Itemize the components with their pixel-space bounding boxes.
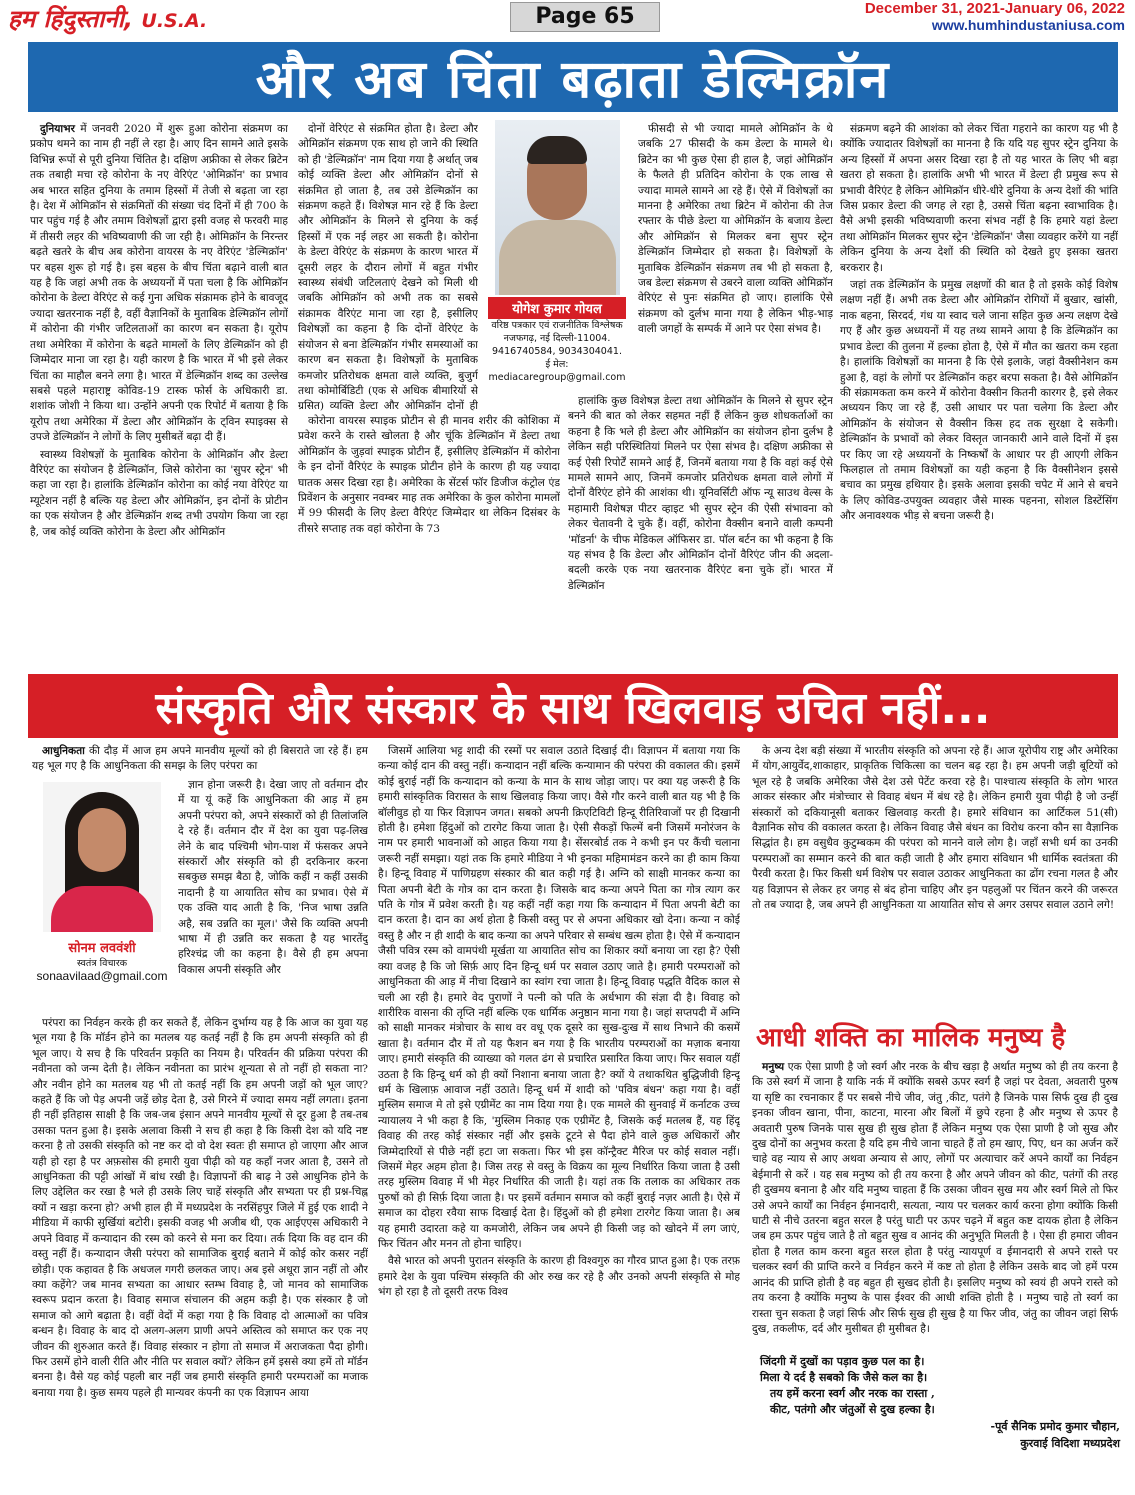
author-role: वरिष्ठ पत्रकार एवं राजनीतिक विश्लेषक bbox=[491, 320, 623, 331]
article1-lead-word: दुनियाभर bbox=[40, 123, 75, 135]
author-photo bbox=[495, 120, 620, 295]
author-card-sonam bbox=[32, 782, 172, 1008]
article1-headline: और अब चिंता बढ़ाता डेल्मिक्रॉन bbox=[255, 49, 891, 110]
article2-headline: संस्कृति और संस्कार के साथ खिलवाड़ उचित नहीं... bbox=[155, 683, 991, 734]
website-link[interactable]: www.humhindustaniusa.com bbox=[931, 17, 1125, 33]
article2-intro bbox=[32, 744, 368, 776]
article2-column-1-side bbox=[178, 778, 368, 1014]
article3-body bbox=[752, 1060, 1118, 1350]
poem-line-4: कीट, पतंगो और जंतुओं से दुख हल्का है। bbox=[770, 1403, 935, 1416]
author-address: नजफगढ़, नई दिल्ली-11004. bbox=[503, 333, 611, 344]
author-card-yogesh bbox=[482, 120, 632, 383]
article3-poem bbox=[760, 1354, 1120, 1452]
article1-column-3-bottom bbox=[568, 394, 833, 667]
article2-banner bbox=[28, 674, 1118, 738]
article2-col2-text-2: वैसे भारत को अपनी पुरातन संस्कृति के कारण ही विश्वगुरु का गौरव प्राप्त हुआ है। एक तरफ़ हमारे देश के युवा पश्चिम संस्कृति की ओर रुख कर रहे है और उनको अपनी संस्कृति से मोह भंग हो रहा है तो दूसरी तरफ विश्व bbox=[378, 1255, 740, 1299]
author-name-2: सोनम लववंशी bbox=[68, 941, 136, 956]
article2-col2-text: जिसमें आलिया भट्ट शादी की रस्मों पर सवाल उठाते दिखाई दी। विज्ञापन में बताया गया कि कन्या कोई दान की वस्तु नहीं। कन्यादान नहीं बल्कि कन्यामान की परंपरा की वकालत की। इसमें कोई बुराई नहीं कि कन्यादान को कन्या के मान के साथ जोड़ा जाए। पर क्या यह जरूरी है कि हमारी सांस्कृतिक विरासत के साथ खिलवाड़ किया जाए। वैसे गौर करने वाली बात यह भी है कि बॉलीवुड हो या फिर विज्ञापन जगत। सबको अपनी क्रिएटिविटी हिन्दू रीतिरिवाजों पर ही दिखानी होती है। हमेशा हिंदुओं को टारगेट किया जाता है। ऐसी सैकड़ों फिल्में बनी जिसमें मनोरंजन के नाम पर हमारी भावनाओं को आहत किया गया है। सेंसरबोर्ड तक ने कभी इन पर कैंची चलाना जरूरी नहीं समझा। यहां तक कि हमारे मीडिया ने भी इनका महिमामंडन करने का ही काम किया है। हिन्दू विवाह में पाणिग्रहण संस्कार की बात कही गई है। अग्नि को साक्षी मानकर कन्या का पिता अपनी बेटी के गोत्र का दान करता है। जिसके बाद कन्या अपने पिता का गोत्र त्याग कर पति के गोत्र में प्रवेश करती है। यह कहीं नहीं कहा गया कि कन्यादान में पिता अपनी बेटी का दान करता है। दान का अर्थ होता है किसी वस्तु पर से अपना अधिकार खो देना। कन्या न कोई वस्तु है और न ही शादी के बाद कन्या का अपने परिवार से सम्बंध खत्म होता है। ऐसे में कन्यादान जैसी पवित्र रस्म को वामपंथी मूर्खता या आयातित सोच का शिकार क्यों बनाया जा रहा है? ऐसी क्या वजह है कि जो सिर्फ़ आए दिन हिन्दू धर्म पर सवाल उठाए जाते है। हमारी परम्पराओं को आधुनिकता की आड़ में नीचा दिखाने का स्वांग रचा जाता है। हिन्दू विवाह पद्धति वैदिक काल से चली आ रही है। हमारे वेद पुराणों ने पत्नी को पति के अर्धभाग की संज्ञा दी है। विवाह को शारीरिक वासना की तृप्ति नहीं बल्कि एक धार्मिक अनुष्ठान माना गया है। जहां सप्तपदी में अग्नि को साक्षी मानकर मंत्रोचार के साथ वर वधू एक दूसरे का सुख-दुःख में साथ निभाने की कसमें खाता है। वर्तमान दौर में तो यह फैशन बन गया है कि भारतीय परम्पराओं का मज़ाक बनाया जाए। हमारी संस्कृति की व्याख्या को गलत ढंग से प्रचारित प्रसारित किया जाए। फिर सवाल यहीं उठता है कि हिन्दू धर्म को ही क्यों निशाना बनाया जाता है? क्यों ये तथाकथित बुद्धिजीवी हिन्दू धर्म के खिलाफ़ आवाज नहीं उठाते। हिन्दू धर्म में शादी को 'पवित्र बंधन' कहा गया है। वहीं मुस्लिम समाज मे तो इसे एग्रीमेंट का नाम दिया गया है। एक मामले की सुनवाई में कर्नाटक उच्च न्यायालय ने भी कहा है कि, 'मुस्लिम निकाह एक एग्रीमेंट है, जिसके कई मतलब हैं, यह हिंदू विवाह की तरह कोई संस्कार नहीं और इसके टूटने से पैदा होने वाले कुछ अधिकारों और जिम्मेदारियों से पीछे नहीं हटा जा सकता। फिर भी इस कॉन्ट्रैक्ट मैरिज पर कोई सवाल नहीं। जिसमें मेहर अहम होता है। जिस तरह से वस्तु के विक्रय का मूल्य निर्धारित किया जाता है उसी तरह मुस्लिम विवाह में भी मेहर निर्धारित की जाती है। यहां तक कि तलाक का अधिकार तक पुरुषों को ही सिर्फ़ दिया जाता है। पर इसमें वर्तमान समाज को कहीं बुराई नज़र आती है। ऐसे में समाज का दोहरा रवैया साफ दिखाई देता है। हिंदुओं को ही हमेशा टारगेट किया जाता है। अब यह हमारी उदारता कहे या कमजोरी, लेकिन जब अपने ही किसी जड़ को खोदने में लग जाएं, फिर चिंतन और मनन तो होना चाहिए। bbox=[378, 745, 740, 1250]
article1-col4-text-2: जहां तक डेल्मिक्रॉन के प्रमुख लक्षणों की बात है तो इसके कोई विशेष लक्षण नहीं हैं। अभी तक डेल्टा और ओमिक्रॉन रोगियों में बुखार, खांसी, नाक बहना, सिरदर्द, गंध या स्वाद चले जाना सहित कुछ अन्य लक्षण देखे गए हैं और कुछ अध्ययनों में यह तथ्य सामने आया है कि डेल्मिक्रॉन का प्रभाव डेल्टा की तुलना में हल्का होता है, ऐसे में मौत का खतरा कम रहता है। हालांकि विशेषज्ञों का मानना है कि ऐसे इलाके, जहां वैक्सीनेशन कम हुआ है, वहां के लोगों पर डेल्मिक्रॉन कहर बरपा सकता है। वैसे ओमिक्रॉन की संक्रामकता कम करने में कोरोना वैक्सीन कितनी कारगर है, इसे लेकर अध्ययन किए जा रहे हैं, उसी आधार पर पता चलेगा कि डेल्टा और ओमिक्रॉन के संयोजन से वैक्सीन किस हद तक सुरक्षा दे सकेगी। डेल्मिक्रॉन के प्रभावों को लेकर विस्तृत जानकारी आने वाले दिनों में इस पर किए जा रहे अध्ययनों के निष्कर्षों के आधार पर ही आएगी लेकिन फिलहाल तो तमाम विशेषज्ञों का यही कहना है कि वैक्सीनेशन इससे बचाव का प्रमुख हथियार है। इसके अलावा इसकी चपेट में आने से बचने के लिए कोविड-उपयुक्त व्यवहार जैसे मास्क पहनना, सोशल डिस्टेंसिंग और अनावश्यक भीड़ से बचना जरूरी है। bbox=[840, 279, 1118, 523]
author-phone: 9416740584, 9034304041. bbox=[492, 346, 622, 357]
article1-col2-text: दोनों वेरिएंट से संक्रमित होता है। डेल्टा और ओमिक्रॉन संक्रमण एक साथ हो जाने की स्थिति को ही 'डेल्मिक्रॉन' नाम दिया गया है अर्थात् जब कोई व्यक्ति डेल्टा और ओमिक्रॉन दोनों से संक्रमित हो जाता है, तब उसे डेल्मिक्रॉन का संक्रमण कहते हैं। विशेषज्ञ मान रहे हैं कि डेल्टा और ओमिक्रॉन के मिलने से दुनिया के कई हिस्सों में एक नई लहर आ सकती है। कोरोना के डेल्टा वेरिएंट के संक्रमण के कारण भारत में दूसरी लहर के दौरान लोगों में बहुत गंभीर स्वास्थ्य संबंधी जटिलताएं देखने को मिली थी जबकि ओमिक्रॉन को अभी तक का सबसे संक्रामक वैरिएंट माना जा रहा है, इसीलिए विशेषज्ञों का कहना है कि दोनों वेरिएंट के संयोजन से बना डेल्मिक्रॉन गंभीर समस्याओं का कारण बन सकता है। विशेषज्ञों के मुताबिक कमजोर प्रतिरोधक क्षमता वाले व्यक्ति, बुजुर्ग तथा कोमोर्बिडिटी (एक से अधिक बीमारियों से ग्रसित) व्यक्ति डेल्टा और ओमिक्रॉन दोनों ही bbox=[298, 123, 478, 412]
article2-col1-side-text: ज्ञान होना जरूरी है। देखा जाए तो वर्तमान दौर में या यूं कहें कि आधुनिकता की आड़ में हम अपनी परंपरा को, अपने संस्कारों को ही तिलांजलि दे रहे हैं। वर्तमान दौर में देश का युवा पढ़-लिख लेने के बाद पश्चिमी भोग-पाश में फंसकर अपने संस्कारों और संस्कृति को ही दरकिनार करना सबकुछ समझ बैठा है, जोकि कहीं न कहीं उसकी नादानी है या आयातित सोच का प्रभाव। ऐसे में एक उक्ति याद आती है कि, 'निज भाषा उन्नति अहै, सब उन्नति का मूल।' जैसे कि व्यक्ति अपनी भाषा में ही उन्नति कर सकता है यह भारतेंदु हरिश्चंद्र जी का कहना है। वैसे ही हम अपना विकास अपनी संस्कृति और bbox=[178, 779, 368, 976]
article1-column-3-top bbox=[638, 122, 833, 392]
article2-column-3 bbox=[752, 744, 1118, 1012]
article2-lead-word: आधुनिकता bbox=[42, 745, 85, 757]
article1-col1-text-2: स्वास्थ्य विशेषज्ञों के मुताबिक कोरोना के ओमिक्रॉन और डेल्टा वैरिएंट का संयोजन है डेल्मिक्रॉन, जिसे कोरोना का 'सुपर स्ट्रेन' भी कहा जा रहा है। हालांकि डेल्मिक्रॉन कोरोना का कोई नया वेरिएंट या म्यूटेशन नहीं है बल्कि यह डेल्टा और ओमिक्रॉन, इन दोनों के प्रोटीन का एक संयोजन है और डेल्मिक्रॉन शब्द तभी उपयोग किया जा रहा है, जब कोई व्यक्ति कोरोना के डेल्टा और ओमिक्रॉन bbox=[30, 448, 288, 538]
author-name: योगेश कुमार गोयल bbox=[488, 297, 626, 319]
poem-signature: -पूर्व सैनिक प्रमोद कुमार चौहान, bbox=[990, 1420, 1120, 1433]
article1-column-1 bbox=[30, 122, 288, 667]
newspaper-name bbox=[8, 2, 207, 35]
article3-headline: आधी शक्ति का मालिक मनुष्य है bbox=[756, 1023, 1066, 1053]
article1-banner bbox=[28, 42, 1118, 112]
article1-column-4 bbox=[840, 122, 1118, 667]
article3-body-text: एक ऐसा प्राणी है जो स्वर्ग और नरक के बीच खड़ा है अर्थात मनुष्य को ही तय करना है कि उसे स्वर्ग में जाना है याकि नर्क में क्योंकि सबसे ऊपर स्वर्ग है जहां पर देवता, अवतारी पुरुष या सृष्टि का रचनाकार हैं पर सबसे नीचे जीव, जंतु ,कीट, पतंगे है जिनके पास सिर्फ दुख ही दुख इनका जीवन खाना, पीना, काटना, मारना और बिलों में छुपे रहना है और मनुष्य से ऊपर है अवतारी पुरुष जिनके पास सुख ही सुख होता हैं लेकिन मनुष्य एक ऐसा प्राणी है जो सुख और दुख दोनों का अनुभव करता है यदि हम नीचे जाना चाहते हैं तो हम खाए, पिए, धन का अर्जन करें चाहे वह न्याय से आए अथवा अन्याय से आए, लोगों पर अत्याचार करें अपने कार्यों का निर्वहन बेईमानी से करें । यह सब मनुष्य को ही तय करना है और अपने जीवन को कीट, पतंगों की तरह ही दुखमय बनाना है और यदि मनुष्य चाहता हैं कि उसका जीवन सुख मय और स्वर्ग मिले तो फिर उसे अपने कार्यों का निर्वहन ईमानदारी, सत्यता, न्याय पर चलकर कार्य करना होगा क्योंकि किसी घाटी से नीचे उतरना बहुत सरल है परंतु घाटी पर ऊपर चढ़ने में बहुत कष्ट दायक होता है लेकिन जब हम ऊपर पहुंच जाते है तो बहुत सुख व आनंद की अनुभूति मिलती है । ऐसा ही हमारा जीवन होता है गलत काम करना बहुत सरल होता है परंतु न्यायपूर्ण व ईमानदारी से अपने रास्ते पर चलकर स्वर्ग की प्राप्ति करने व निर्वहन करने में कष्ट तो होता है लेकिन उसके बाद जो हमें परम आनंद की प्राप्ति होती है वह बहुत ही सुखद होती है। इसलिए मनुष्य को स्वयं ही अपने रास्ते को तय करना है क्योंकि मनुष्य के पास ईश्वर की आधी शक्ति होती है । मनुष्य चाहे तो स्वर्ग का रास्ता चुन सकता है जहां सिर्फ और सिर्फ सुख ही सुख है या फिर जीव, जंतु का जीवन जहां सिर्फ दुख, तकलीफ, दर्द और मुसीबत ही मुसीबत है। bbox=[752, 1061, 1118, 1335]
newspaper-region: U.S.A. bbox=[141, 10, 208, 32]
author-role-2: स्वतंत्र विचारक bbox=[76, 958, 128, 969]
article1-col4-text: संक्रमण बढ़ने की आशंका को लेकर चिंता गहराने का कारण यह भी है क्योंकि ज्यादातर विशेषज्ञों का मानना है कि यदि यह सुपर स्ट्रेन दुनिया के अन्य हिस्सों में अपना असर दिखा रहा है तो यह भारत के लिए भी बड़ा खतरा हो सकता है। हालांकि अभी भी भारत में डेल्टा ही प्रमुख रूप से प्रभावी वैरिएंट है लेकिन ओमिक्रॉन धीरे-धीरे दुनिया के अन्य देशों की भांति जिस प्रकार डेल्टा की जगह ले रहा है, उससे चिंता बढ़ना स्वाभाविक है। वैसे अभी इसकी भविष्यवाणी करना संभव नहीं है कि हमारे यहां डेल्टा तथा ओमिक्रॉन मिलकर सुपर स्ट्रेन 'डेल्मिक्रॉन' जैसा व्यवहार करेंगे या नहीं लेकिन दुनिया के अन्य देशों की स्थिति को देखते हुए इसका खतरा बरकरार है। bbox=[840, 123, 1118, 274]
article3-lead-word: मनुष्य bbox=[762, 1061, 785, 1073]
masthead bbox=[0, 0, 1135, 42]
poem-line-2: मिला ये दर्द है सबको कि जैसे कल का है। bbox=[760, 1371, 928, 1384]
article2-col3-text: के अन्य देश बड़ी संख्या में भारतीय संस्कृति को अपना रहे हैं। आज यूरोपीय राष्ट्र और अमेरिका में योग,आयुर्वेद,शाकाहार, प्राकृतिक चिकित्सा का चलन बढ़ रहा है। हम अपनी जड़ी बूटियों को भूल रहे है जबकि अमेरिका जैसे देश उसे पेटेंट करवा रहे है। पाश्चात्य संस्कृति के लोग भारत आकर संस्कार और मंत्रोच्चार से विवाह बंधन में बंध रहे है। लेकिन हमारी युवा पीढ़ी है जो उन्हीं संस्कारों को दकियानूसी बताकर खिलवाड़ करती है। हमारे संविधान का आर्टिकल 51(सी) वैज्ञानिक सोच की वकालत करता है। लेकिन विवाह जैसे बंधन का विरोध करना कौन सा वैज्ञानिक सिद्धांत है। हम वसुधैव कुटुम्बकम की परंपरा को मानने वाले लोग है। जहाँ सभी धर्म का उनकी परम्पराओं का सम्मान करने की बात कही जाती है और हमारा संविधान भी धार्मिक स्वतंत्रता की पैरवी करता है। फिर किसी धर्म विशेष पर सवाल उठाकर आधुनिकता का ढोंग रचना गलत है और यह विज्ञापन से लेकर हर जगह से बंद होना चाहिए और इन पहलुओं पर चिंतन करने की जरूरत तो तब ज्यादा है, जब अपने ही आधुनिकता या आयातित सोच से अगर उसपर सवाल उठाने लगे! bbox=[752, 745, 1118, 912]
author-photo-2 bbox=[43, 782, 161, 932]
poem-line-1: जिंदगी में दुखों का पड़ाव कुछ पल का है। bbox=[760, 1355, 925, 1368]
poem-signature-place: कुरवाई विदिशा मध्यप्रदेश bbox=[1020, 1437, 1120, 1450]
author-email-2[interactable]: sonaavilaad@gmail.com bbox=[36, 969, 168, 983]
issue-date: December 31, 2021-January 06, 2022 bbox=[864, 0, 1125, 17]
article1-col3-text-2: हालांकि कुछ विशेषज्ञ डेल्टा तथा ओमिक्रॉन के मिलने से सुपर स्ट्रेन बनने की बात को लेकर सहमत नहीं हैं लेकिन कुछ शोधकर्ताओं का कहना है कि भले ही डेल्टा और ओमिक्रॉन का संयोजन होना दुर्लभ है लेकिन सही परिस्थितियां मिलने पर ऐसा संभव है। दक्षिण अफ्रीका से कई ऐसी रिपोर्टें सामने आई हैं, जिनमें बताया गया है कि वहां कई ऐसे मामले सामने आए, जिनमें कमजोर प्रतिरोधक क्षमता वाले लोगों में दोनों वैरिएंट होने की आशंका थी। यूनिवर्सिटी ऑफ न्यू साउथ वेल्स के महामारी विशेषज्ञ पीटर व्हाइट भी सुपर स्ट्रेन की ऐसी संभावना को लेकर चेतावनी दे चुके हैं। वहीं, कोरोना वैक्सीन बनाने वाली कम्पनी 'मॉडर्ना' के चीफ मेडिकल ऑफिसर डा. पॉल बर्टन का भी कहना है कि यह संभव है कि डेल्टा और ओमिक्रॉन दोनों वैरिएंट जीन की अदला-बदली करके एक नया खतरनाक वैरिएंट बना चुके हों। भारत में डेल्मिक्रॉन bbox=[568, 395, 833, 592]
poem-line-3: तय हमें करना स्वर्ग और नरक का रास्ता , bbox=[770, 1387, 935, 1400]
article1-col2-text-2: कोरोना वायरस स्पाइक प्रोटीन से ही मानव शरीर की कोशिका में प्रवेश करने के रास्ते खोलता है और चूंकि डेल्मिक्रॉन में डेल्टा तथा ओमिक्रॉन के जुड़वां स्पाइक प्रोटीन हैं, इसीलिए डेल्मिक्रॉन में कोरोना के इन दोनों वैरिएंट के स्पाइक प्रोटीन होने के कारण ही यह ज्यादा घातक असर दिखा रहा है। अमेरिका के सेंटर्स फॉर डिजीज कंट्रोल एंड प्रिवेंशन के अनुसार नवम्बर माह तक अमेरिका के कुल कोरोना मामलों में 99 फीसदी के लिए डेल्टा वैरिएंट जिम्मेदार था लेकिन दिसंबर के तीसरे सप्ताह तक वहां कोरोना के 73 bbox=[298, 415, 560, 535]
article2-intro-text: की दौड़ में आज हम अपने मानवीय मूल्यों को ही बिसराते जा रहे हैं। हम यह भूल गए है कि आधुनिकता की समझ के लिए परंपरा का bbox=[32, 745, 368, 773]
author-email[interactable]: ई मेल: mediacaregroup@gmail.com bbox=[488, 359, 626, 383]
issue-date-block bbox=[865, 0, 1125, 34]
article1-col1-text: में जनवरी 2020 में शुरू हुआ कोरोना संक्रमण का प्रकोप थमने का नाम ही नहीं ले रहा है। आए दिन सामने आते इसके विभिन्न रूपों से पूरी दुनिया चिंतित है। दक्षिण अफ्रीका से लेकर ब्रिटेन तक तबाही मचा रहे कोरोना के नए वेरिएंट 'ओमिक्रॉन' का प्रभाव अब भारत सहित दुनिया के तमाम हिस्सों में तेजी से बढ़ता जा रहा है। देश में ओमिक्रॉन से संक्रमितों की संख्या चंद दिनों में ही 700 के पार पहुंच गई है और तमाम विशेषज्ञों द्वारा इसी वजह से फरवरी माह में तीसरी लहर की भविष्यवाणी की जा रही है। ओमिक्रॉन के निरन्तर बढ़ते खतरे के बीच अब कोरोना वायरस के नए वेरिएंट 'डेल्मिक्रॉन' पर बहस शुरू हो गई है। इस बहस के बीच चिंता बढ़ाने वाली बात यह है कि जहां अभी तक के अध्ययनों में पता चला है कि ओमिक्रॉन कोरोना के डेल्टा वेरिएंट से कई गुना अधिक संक्रामक होने के बावजूद ज्यादा खतरनाक नहीं है, वहीं वैज्ञानिकों के मुताबिक डेल्मिक्रॉन लोगों में कोरोना की गंभीर जटिलताओं का कारण बन सकता है। यूरोप तथा अमेरिका में कोरोना के बढ़ते मामलों के लिए डेल्मिक्रॉन को ही जिम्मेदार माना जा रहा है। यही कारण है कि भारत में भी इसे लेकर चिंता का माहौल बनने लगा है। भारत में डेल्मिक्रॉन शब्द का उल्लेख सबसे पहले महाराष्ट्र कोविड-19 टास्क फोर्स के अधिकारी डा. शशांक जोशी ने किया था। उन्होंने अपनी एक रिपोर्ट में बताया है कि यूरोप तथा अमेरिका में डेल्टा और ओमिक्रॉन के ट्विन स्पाइक्स से उपजे डेल्मिक्रॉन ने लोगों के लिए मुसीबतें बढ़ा दी हैं। bbox=[30, 123, 288, 444]
article2-column-1 bbox=[32, 1016, 368, 1490]
page-number: Page 65 bbox=[510, 2, 660, 32]
newspaper-title: हम हिंदुस्तानी, bbox=[8, 5, 134, 33]
article1-column-2-bottom bbox=[298, 414, 560, 667]
article2-col1-text: परंपरा का निर्वहन करके ही कर सकते हैं, लेकिन दुर्भाग्य यह है कि आज का युवा यह भूल गया है कि मॉर्डन होने का मतलब यह कतई नहीं है कि हम अपनी संस्कृति को ही भूल जाए। ये सच है कि परिवर्तन प्रकृति का नियम है। परिवर्तन की प्रक्रिया परंपरा की नवीनता को जन्म देती है। लेकिन नवीनता का प्रारंभ शून्यता से तो नहीं हो सकता ना? और नवीन होने का मतलब यह भी तो कतई नहीं कि हम अपनी जड़ों को भूल जाए? कहते हैं कि जो पेड़ अपनी जड़ें छोड़ देता है, उसे गिरने में ज्यादा समय नहीं लगता। इतना ही नहीं इतिहास साक्षी है कि जब-जब इंसान अपने मानवीय मूल्यों से दूर हुआ है तब-तब उसका पतन हुआ है। इसके अलावा किसी ने सच ही कहा है कि किसी देश को यदि नष्ट करना है तो उसकी संस्कृति को नष्ट कर दो वो देश स्वतः ही समाप्त हो जाएगा और आज यही हो रहा है पर अफ़सोस की हमारी युवा पीढ़ी को यह कहाँ नजर आता है, उसने तो आधुनिकता की पट्टी आंखों में बांध रखी है। विज्ञापनों की बाढ़ ने उसे आधुनिक होने के लिए उद्देलित कर रखा है भले ही उसके लिए चाहें संस्कृति और सभ्यता पर ही प्रश्न-चिह्न क्यों न खड़ा करना हो? अभी हाल ही में मध्यप्रदेश के नरसिंहपुर जिले में हुई एक शादी ने मीडिया में काफी सुर्खियां बटोरी। इसकी वजह भी अजीब थी, एक आईएएस अधिकारी ने अपने विवाह में कन्यादान की रस्म को करने से मना कर दिया। तर्क दिया कि वह दान की वस्तु नहीं हैं। कन्यादान जैसी परंपरा को सामाजिक बुराई बताने में कोई कोर कसर नहीं छोड़ी। एक कहावत है कि अधजल गगरी छलकत जाए। अब इसे अधूरा ज्ञान नहीं तो और क्या कहेंगे? जब मानव सभ्यता का आधार स्तम्भ विवाह है, जो मानव को सामाजिक स्वरूप प्रदान करता है। विवाह समाज संचालन की अहम कड़ी है। एक संस्कार है जो समाज को आगे बढ़ाता है। वहीं वेदों में कहा गया है कि विवाह दो आत्माओं का पवित्र बन्धन है। विवाह के बाद दो अलग-अलग प्राणी अपने अस्तित्व को समाप्त कर एक नए जीवन की शुरुआत करते हैं। विवाह संस्कार न होगा तो समाज में अराजकता पैदा होगी। फिर उसमें होने वाली रीति और नीति पर सवाल क्यों? लेकिन हमें इससे क्या हमें तो मॉर्डन बनना है। वैसे यह कोई पहली बार नहीं जब हमारी संस्कृति हमारी परम्पराओं का मजाक बनाया गया है। कुछ समय पहले ही मान्यवर कंपनी का एक विज्ञापन आया bbox=[32, 1017, 368, 1399]
article1-column-2-top bbox=[298, 122, 478, 412]
article2-column-2 bbox=[378, 744, 740, 1490]
article1-col3-text: फीसदी से भी ज्यादा मामले ओमिक्रॉन के थे जबकि 27 फीसदी के कम डेल्टा के मामले थे। ब्रिटेन का भी कुछ ऐसा ही हाल है, जहां ओमिक्रॉन के फैलते ही प्रतिदिन कोरोना के एक लाख से ज्यादा मामले सामने आ रहे हैं। ऐसे में विशेषज्ञों का मानना है अमेरिका तथा ब्रिटेन में कोरोना की तेज रफ्तार के पीछे डेल्टा या ओमिक्रॉन के बजाय डेल्टा और ओमिक्रॉन से मिलकर बना सुपर स्ट्रेन डेल्मिक्रॉन जिम्मेदार हो सकता है। विशेषज्ञों के मुताबिक डेल्मिक्रॉन संक्रमण तब भी हो सकता है, जब डेल्टा संक्रमण से उबरने वाला व्यक्ति ओमिक्रॉन वेरिएंट से पुनः संक्रमित हो जाए। हालांकि ऐसे संक्रमण को दुर्लभ माना गया है लेकिन भीड़-भाड़ वाली जगहों के सम्पर्क में आने पर ऐसा संभव है। bbox=[638, 123, 833, 336]
